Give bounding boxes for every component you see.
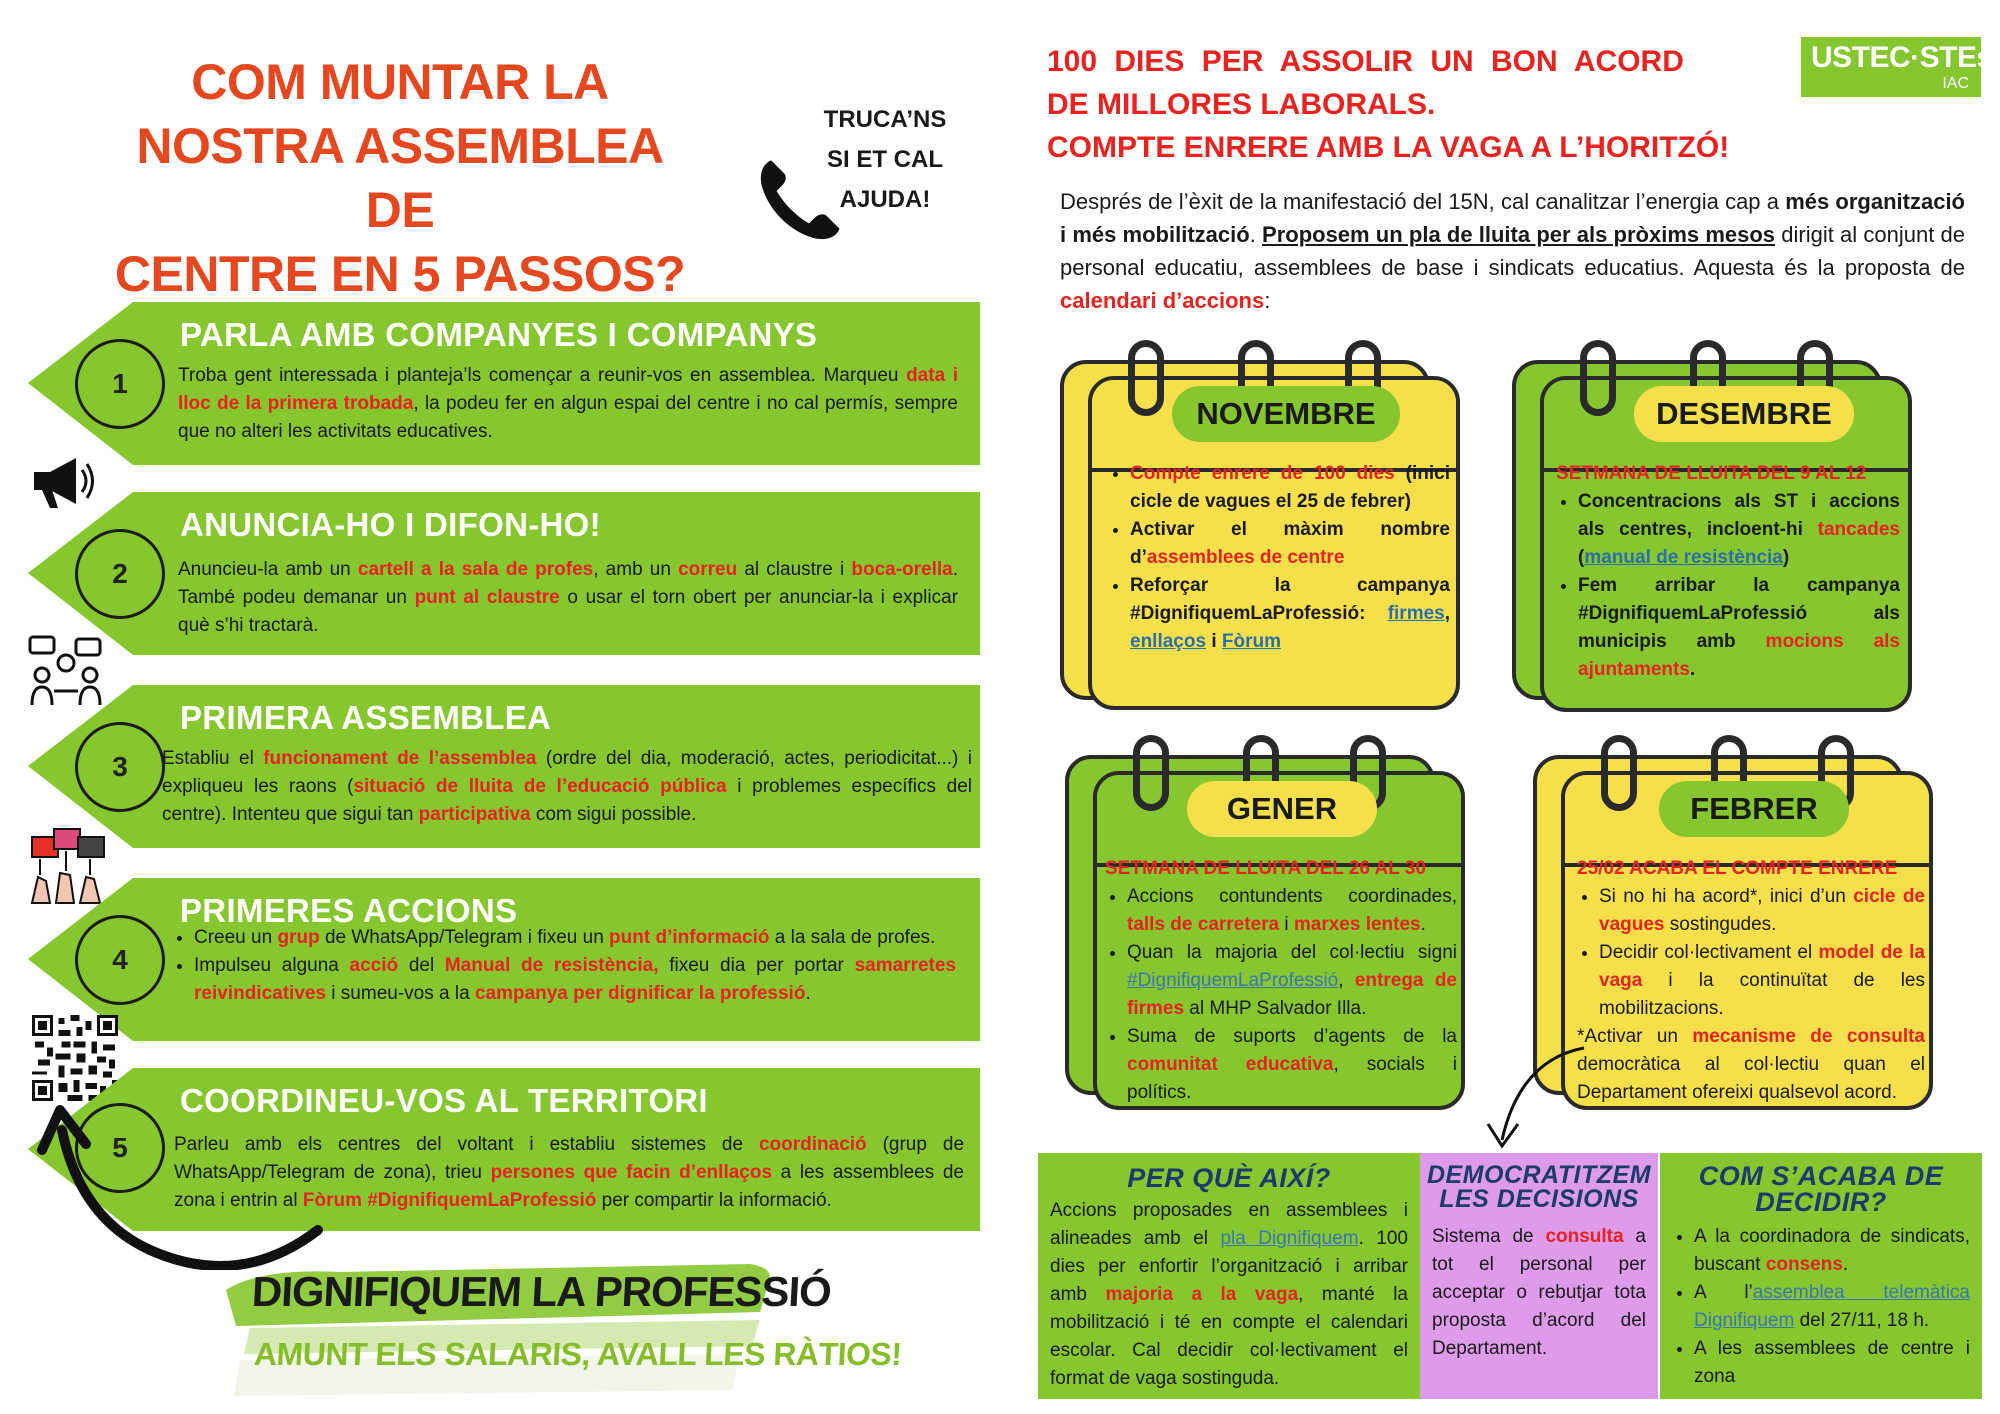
step-3 (28, 685, 980, 848)
list-item: • Creeu un grup de WhatsApp/Telegram i fixeu un punt d’informació a la sala de profes. (194, 924, 956, 952)
month-label: NOVEMBRE (1172, 386, 1400, 442)
list-item: • Impulseu alguna acció del Manual de resistència, fixeu dia per portar samarretes reivindicatives i sumeu-vos a la campanya per dignificar la professió. (194, 952, 956, 1008)
link-enllacos[interactable]: enllaços (1130, 631, 1207, 652)
month-content (1108, 460, 1450, 656)
box-text (1672, 1223, 1970, 1391)
step-title: ANUNCIA-HO I DIFON-HO! (180, 506, 601, 543)
box-title: DEMOCRATITZEM LES DECISIONS (1426, 1161, 1652, 1213)
list-item: • A les assemblees de centre i zona (1694, 1335, 1970, 1391)
list-item: • Suma de suports d’agents de la comunitat educativa, socials i polítics. (1127, 1023, 1457, 1107)
month-label: FEBRER (1659, 781, 1849, 837)
brand-subtitle: AMUNT ELS SALARIS, AVALL LES RÀTIOS! (253, 1336, 903, 1372)
main-title: COM MUNTAR LA NOSTRA ASSEMBLEA DE CENTRE EN 5 PASSOS? (114, 54, 686, 302)
list-item: • Accions contundents coordinades, talls de carretera i marxes lentes. (1127, 883, 1457, 939)
link-assemblea-telematica[interactable]: assemblea telemàtica Dignifiquem (1694, 1282, 1970, 1331)
step-number: 1 (75, 339, 165, 429)
step-body: Establiu el funcionament de l’assemblea (ordre del dia, moderació, actes, periodicitat...) i expliqueu les raons (situació de lluita de l’educació pública i problemes específics del centre). Intenteu que sigui tan participativa com sigui possible. (162, 748, 972, 825)
step-body: Troba gent interessada i planteja’ls començar a reunir-vos en assemblea. Marqueu data i lloc de la primera trobada, la podeu fer en algun espai del centre i no cal permís, sempre que no alteri les activitats educatives. (178, 365, 958, 442)
box-title: PER QUÈ AIXÍ? (1127, 1163, 1331, 1193)
phone-icon (755, 155, 845, 245)
list-item: • Activar el màxim nombre d’assemblees de centre (1130, 516, 1450, 572)
list-item: • Si no hi ha acord*, inici d’un cicle de vagues sostingudes. (1599, 883, 1925, 939)
step-title: PRIMERES ACCIONS (180, 892, 518, 929)
ustec-logo: USTEC·STEs IAC (1801, 37, 1981, 97)
list-item: • Decidir col·lectivament el model de la vaga i la continuïtat de les mobilitzacions. (1599, 939, 1925, 1023)
box-text: Sistema de consulta a tot el personal per acceptar o rebutjar tota proposta d’acord del Departament. (1432, 1226, 1646, 1359)
step-number: 3 (75, 722, 165, 812)
calendar-febrer (1533, 735, 1933, 1110)
box-democratitzem (1420, 1153, 1658, 1399)
step-title: COORDINEU-VOS AL TERRITORI (180, 1082, 708, 1119)
box-com-sacaba (1660, 1153, 1982, 1399)
list-item: • Compte enrere de 100 dies (inici cicle de vagues el 25 de febrer) (1130, 460, 1450, 516)
step-4 (28, 878, 980, 1041)
month-content: 25/02 ACABA EL COMPTE ENRERE • Si no hi ha acord*, inici d’un cicle de vagues sostingudes. • Decidir col·lectivament el model de la vaga i la continuïtat de les mobilitzacions. *Activar un mecanisme de consulta democràtica al col·lectiu quan el Departament ofereixi qualsevol acord. (1577, 855, 1925, 1107)
step-2 (28, 492, 980, 655)
call-us-text: TRUCA’NS SI ET CAL AJUDA! (823, 106, 947, 213)
step-body (166, 924, 956, 1008)
list-item: • Concentracions als ST i accions als centres, incloent-hi tancades (manual de resistència) (1578, 488, 1900, 572)
list-item: • Fem arribar la campanya #DignifiquemLaProfessió als municipis amb mocions als ajuntaments. (1578, 572, 1900, 684)
link-forum[interactable]: Fòrum (1221, 631, 1281, 652)
campaign-header: 100 DIES PER ASSOLIR UN BON ACORD DE MILLORES LABORALS. COMPTE ENRERE AMB LA VAGA A L’HORITZÓ! (1047, 45, 1730, 164)
step-body: Parleu amb els centres del voltant i establiu sistemes de coordinació (grup de WhatsApp/Telegram de zona), trieu persones que facin d’enllaços a les assemblees de zona i entrin al Fòrum #DignifiquemLaProfessió per compartir la informació. (174, 1134, 965, 1211)
box-text: Accions proposades en assemblees i alineades amb el pla Dignifiquem. 100 dies per enfortir l’organització i arribar amb majoria a la vaga, manté la mobilització i té en compte el calendari escolar. Cal decidir col·lectivament el format de vaga sostinguda. (1050, 1200, 1408, 1389)
list-item: • Quan la majoria del col·lectiu signi #DignifiquemLaProfessió, entrega de firmes al MHP Salvador Illa. (1127, 939, 1457, 1023)
month-content: SETMANA DE LLUITA DEL 26 AL 30 • Accions contundents coordinades, talls de carretera i marxes lentes. • Quan la majoria del col·lectiu signi #DignifiquemLaProfessió, entrega de firmes al MHP Salvador Illa. • Suma de suports d’agents de la comunitat educativa, socials i polítics. (1105, 855, 1457, 1107)
link-pla-dignifiquem[interactable]: pla Dignifiquem (1220, 1228, 1359, 1249)
curved-arrow-icon (30, 1100, 330, 1270)
month-label: GENER (1187, 781, 1377, 837)
calendar-desembre (1512, 340, 1912, 712)
step-title: PRIMERA ASSEMBLEA (180, 699, 552, 736)
step-number: 2 (75, 529, 165, 619)
link-manual-resistencia[interactable]: manual de resistència (1584, 547, 1783, 568)
step-title: PARLA AMB COMPANYES I COMPANYS (180, 316, 818, 353)
list-item: • Reforçar la campanya #DignifiquemLaProfessió: firmes, enllaços i Fòrum (1130, 572, 1450, 656)
intro-paragraph: Després de l’èxit de la manifestació del 15N, cal canalitzar l’energia cap a més organització i més mobilització. Proposem un pla de lluita per als pròxims mesos dirigit al conjunt de personal educatiu, assemblees de base i sindicats educatius. Aquesta és la proposta de calendari d’accions: (1060, 189, 1966, 313)
box-title: COM S’ACABA DE DECIDIR? (1698, 1161, 1944, 1217)
link-firmes[interactable]: firmes (1387, 603, 1445, 624)
list-item: • A l’assemblea telemàtica Dignifiquem del 27/11, 18 h. (1694, 1279, 1970, 1335)
pointer-arrow-icon (1480, 1040, 1590, 1155)
step-1 (28, 302, 980, 465)
month-label: DESEMBRE (1634, 386, 1854, 442)
calendar-novembre (1060, 340, 1460, 710)
brand-title: DIGNIFIQUEM LA PROFESSIÓ (250, 1268, 833, 1315)
step-body: Anuncieu-la amb un cartell a la sala de profes, amb un correu al claustre i boca-orella. També podeu demanar un punt al claustre o usar el torn obert per anunciar-la i explicar què s’hi tractarà. (178, 559, 959, 636)
calendar-gener (1065, 735, 1465, 1110)
link-dignifiquem[interactable]: #DignifiquemLaProfessió (1127, 970, 1339, 991)
list-item: • A la coordinadora de sindicats, buscant consens. (1694, 1223, 1970, 1279)
step-number: 5 (75, 1103, 165, 1193)
step-number: 4 (75, 915, 165, 1005)
month-content: SETMANA DE LLUITA DEL 9 AL 12 • Concentracions als ST i accions als centres, incloent-hi tancades (manual de resistència) • Fem arribar la campanya #DignifiquemLaProfessió als municipis amb mocions als ajuntaments. (1556, 460, 1900, 684)
box-per-que-aixi (1038, 1153, 1420, 1399)
